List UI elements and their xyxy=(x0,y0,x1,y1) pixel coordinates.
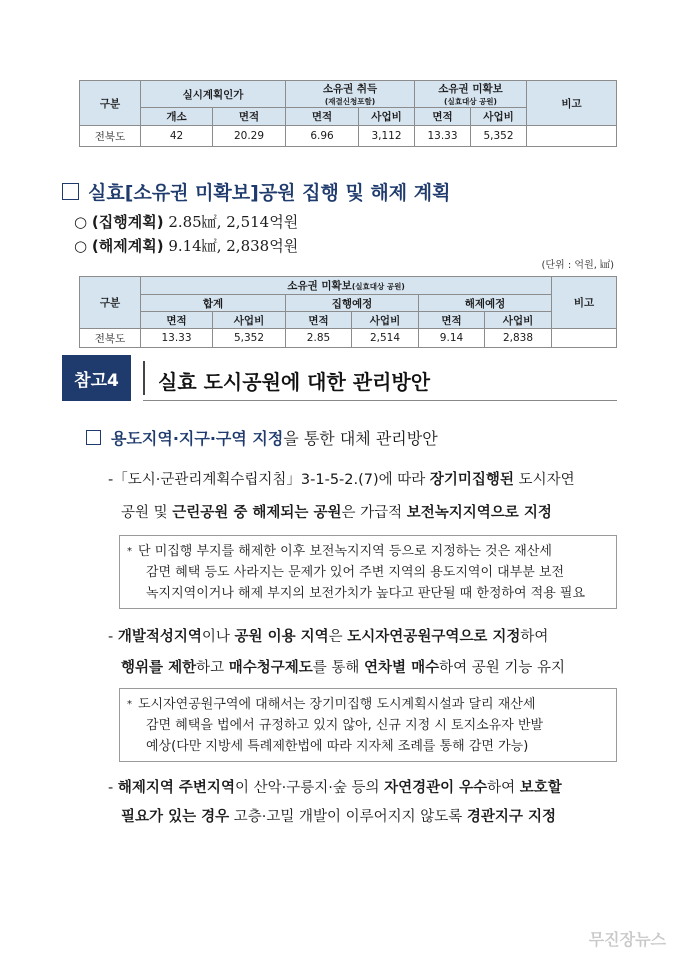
header-plan-approval: 실시계획인가 xyxy=(141,81,286,108)
header-total: 합계 xyxy=(141,295,286,312)
text-run-bold: 보호할 xyxy=(519,780,562,796)
header-gubun: 구분 xyxy=(80,277,141,329)
header-bigo: 비고 xyxy=(552,277,617,329)
table-row xyxy=(80,126,617,147)
text-run: 하여 공원 기능 유지 xyxy=(439,660,565,676)
plan-item-label: (집행계획) xyxy=(91,213,164,231)
bullet3-line1 xyxy=(108,778,616,798)
reference-header xyxy=(62,355,617,401)
bullet1-line2 xyxy=(121,503,616,523)
text-run-bold: 자연경관이 우수 xyxy=(384,780,488,796)
note-box-1 xyxy=(119,535,617,609)
table-cell: 전북도 xyxy=(80,329,141,348)
note-line: 감면 혜택 등도 사라지는 문제가 있어 주변 지역의 용도지역이 대부분 보전 xyxy=(146,565,565,580)
text-run-bold: 매수청구제도 xyxy=(228,660,313,676)
header-gubun: 구분 xyxy=(80,81,141,126)
text-run-bold: 보전녹지지역으로 지정 xyxy=(406,505,552,521)
header-ownership-unsecured-sub: (실효대상 공원) xyxy=(351,282,405,291)
subheader-cell: 사업비 xyxy=(213,312,286,329)
text-run: - xyxy=(108,629,118,645)
park-status-table xyxy=(79,80,617,147)
subheader-cell: 면적 xyxy=(286,312,352,329)
subheader-cell: 면적 xyxy=(419,312,485,329)
note-line xyxy=(120,541,616,562)
table-cell: 2,514 xyxy=(352,329,419,348)
header-ownership-acquired-sub: (재결신청포함) xyxy=(324,97,376,106)
square-bullet-icon xyxy=(86,430,101,445)
text-run: 은 가급적 xyxy=(341,505,407,521)
text-run-bold: 연차별 매수 xyxy=(364,660,440,676)
text-run: 를 통해 xyxy=(312,660,365,676)
header-ownership-unsecured-label: 소유권 미확보 xyxy=(438,83,503,95)
table-row xyxy=(80,329,617,348)
table-cell: 전북도 xyxy=(80,126,141,147)
reference-title: 실효 도시공원에 대한 관리방안 xyxy=(158,370,431,394)
header-execute: 집행예정 xyxy=(286,295,419,312)
asterisk-icon: * xyxy=(127,546,132,557)
reference-divider xyxy=(143,361,145,395)
note-text: 단 미집행 부지를 해제한 이후 보전녹지지역 등으로 지정하는 것은 재산세 xyxy=(138,544,552,559)
unit-label: (단위 : 억원, ㎢) xyxy=(541,260,614,271)
header-release: 해제예정 xyxy=(419,295,552,312)
subheader-cell: 사업비 xyxy=(485,312,552,329)
text-run: 이나 xyxy=(201,629,235,645)
text-run-bold: 해제지역 주변지역 xyxy=(117,780,235,796)
table-cell: 13.33 xyxy=(141,329,213,348)
text-run-bold: 개발적성지역 xyxy=(117,629,202,645)
table-cell: 2,838 xyxy=(485,329,552,348)
text-run-bold: 행위를 제한 xyxy=(121,660,197,676)
table-cell: 20.29 xyxy=(213,126,286,147)
text-run-bold: 근린공원 중 해제되는 공원 xyxy=(172,505,342,521)
bullet3-line2 xyxy=(121,807,616,827)
table-cell: 5,352 xyxy=(471,126,527,147)
table-cell: 9.14 xyxy=(419,329,485,348)
table-cell: 3,112 xyxy=(359,126,415,147)
subheader-cell: 면적 xyxy=(141,312,213,329)
reference-underline xyxy=(143,400,617,401)
text-run: 도시자연 xyxy=(513,472,575,488)
text-run-bold: 공원 이용 지역 xyxy=(234,629,329,645)
table-cell: 5,352 xyxy=(213,329,286,348)
text-run: 하여 xyxy=(520,629,549,645)
text-run: 이 산악·구릉지·숲 등의 xyxy=(234,780,385,796)
plan-table xyxy=(79,276,617,348)
asterisk-icon: * xyxy=(127,699,132,710)
reference-label: 참고4 xyxy=(62,355,131,401)
note-text: 도시자연공원구역에 대해서는 장기미집행 도시계획시설과 달리 재산세 xyxy=(138,697,536,712)
text-run-bold: 도시자연공원구역으로 지정 xyxy=(347,629,521,645)
section-heading-text: 실효[소유권 미확보]공원 집행 및 해제 계획 xyxy=(88,182,451,204)
subheader-cell: 사업비 xyxy=(359,108,415,126)
circle-bullet-icon: ○ xyxy=(74,213,88,231)
plan-item-label: (해제계획) xyxy=(91,237,164,255)
plan-item-value: 9.14㎢, 2,838억원 xyxy=(168,237,299,255)
text-run: 고층·고밀 개발이 이루어지지 않도록 xyxy=(229,809,467,825)
subheader-cell: 개소 xyxy=(141,108,213,126)
note-line: 예상(다만 지방세 특례제한법에 따라 지자체 조례를 통해 감면 가능) xyxy=(146,739,529,754)
header-ownership-unsecured xyxy=(141,277,552,295)
header-bigo: 비고 xyxy=(527,81,617,126)
plan-item-execute xyxy=(74,211,298,232)
subheader-cell: 면적 xyxy=(415,108,471,126)
text-run: -「도시·군관리계획수립지침」3-1-5-2.(7)에 따라 xyxy=(108,472,430,488)
plan-item-release xyxy=(74,235,298,256)
news-watermark: 무진장뉴스 xyxy=(588,930,666,949)
text-run: - xyxy=(108,780,118,796)
text-run: 하고 xyxy=(196,660,229,676)
table-cell xyxy=(552,329,617,348)
subheader-cell: 사업비 xyxy=(352,312,419,329)
table-cell: 42 xyxy=(141,126,213,147)
note-line: 감면 혜택을 법에서 규정하고 있지 않아, 신규 지정 시 토지소유자 반발 xyxy=(146,718,544,733)
header-ownership-unsecured-label: 소유권 미확보 xyxy=(287,280,352,292)
plan-item-value: 2.85㎢, 2,514억원 xyxy=(168,213,299,231)
bullet2-line2 xyxy=(121,658,616,678)
note-line xyxy=(120,694,616,715)
text-run-bold: 장기미집행된 xyxy=(429,472,514,488)
header-ownership-unsecured xyxy=(415,81,527,108)
table-cell: 6.96 xyxy=(286,126,359,147)
subheader-cell: 면적 xyxy=(213,108,286,126)
text-run: 공원 및 xyxy=(121,505,173,521)
header-ownership-unsecured-sub: (실효대상 공원) xyxy=(444,97,497,106)
header-ownership-acquired-label: 소유권 취득 xyxy=(322,83,378,95)
section-heading-plan xyxy=(62,178,450,205)
section-heading-management xyxy=(86,426,438,449)
note-line: 녹지지역이거나 해제 부지의 보전가치가 높다고 판단될 때 한정하여 적용 필요 xyxy=(146,586,586,601)
header-ownership-acquired xyxy=(286,81,415,108)
section-heading-highlight: 용도지역·지구·구역 지정 xyxy=(111,429,284,448)
text-run-bold: 필요가 있는 경우 xyxy=(121,809,230,825)
text-run: 하여 xyxy=(487,780,520,796)
table-cell xyxy=(527,126,617,147)
note-box-2 xyxy=(119,688,617,762)
table-cell: 2.85 xyxy=(286,329,352,348)
table-cell: 13.33 xyxy=(415,126,471,147)
bullet1-line1 xyxy=(108,470,616,490)
subheader-cell: 사업비 xyxy=(471,108,527,126)
bullet2-line1 xyxy=(108,627,616,647)
section-heading-rest: 을 통한 대체 관리방안 xyxy=(283,429,438,448)
text-run: 은 xyxy=(328,629,348,645)
square-bullet-icon xyxy=(62,183,79,200)
subheader-cell: 면적 xyxy=(286,108,359,126)
circle-bullet-icon: ○ xyxy=(74,237,88,255)
text-run-bold: 경관지구 지정 xyxy=(466,809,557,825)
